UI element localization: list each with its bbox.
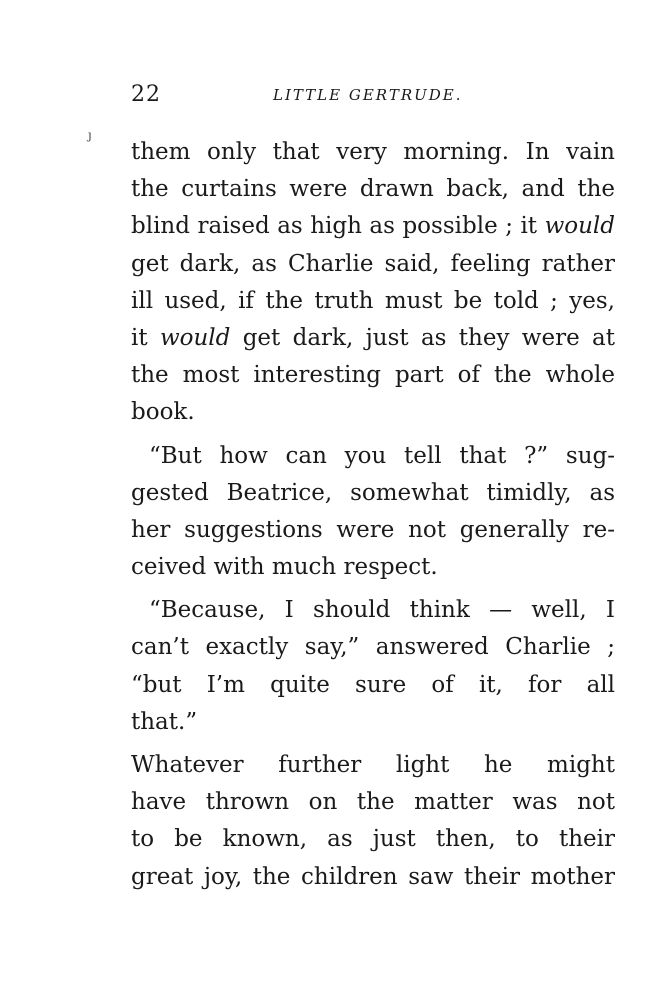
text-line: the curtains were drawn back, and the — [131, 176, 615, 203]
text-line: have thrown on the matter was not — [131, 789, 615, 816]
page-header — [131, 82, 615, 114]
italic-text: would — [159, 324, 231, 351]
paragraph — [131, 438, 615, 587]
text-line: “But how can you tell that ?” sug- — [149, 442, 615, 469]
text-line: get dark, as Charlie said, feeling rather — [131, 250, 615, 277]
page-number: 22 — [131, 82, 161, 107]
text-line: ill used, if the truth must be told ; yes, — [131, 287, 615, 314]
text-line: ceived with much respect. — [131, 554, 438, 581]
text-line: that.” — [131, 708, 198, 735]
text-line: “but I’m quite sure of it, for all — [131, 671, 615, 698]
text-line: gested Beatrice, somewhat timidly, as — [131, 479, 615, 506]
text-line: the most interesting part of the whole — [131, 362, 615, 389]
text-run: blind raised as high as possible ; it — [131, 213, 545, 240]
italic-text: would — [544, 213, 615, 240]
margin-mark: ȷ — [88, 128, 92, 142]
running-title: LITTLE GERTRUDE. — [273, 86, 463, 104]
body-text — [131, 134, 615, 902]
text-line: can’t exactly say,” answered Charlie ; — [131, 634, 615, 661]
text-line — [131, 320, 615, 357]
text-line: Whatever further light he might — [131, 752, 615, 778]
text-line — [131, 208, 615, 245]
text-line: book. — [131, 399, 195, 426]
paragraph — [131, 592, 615, 741]
text-line: great joy, the children saw their mother — [131, 863, 615, 890]
text-line: “Because, I should think — well, I — [149, 597, 615, 624]
paragraph — [131, 747, 615, 896]
text-line: her suggestions were not generally re- — [131, 516, 615, 543]
text-run: get dark, just as they were at — [230, 324, 615, 351]
text-line: them only that very morning. In vain — [131, 139, 615, 165]
text-line: to be known, as just then, to their — [131, 826, 615, 853]
paragraph — [131, 134, 615, 432]
text-run: it — [131, 324, 160, 351]
